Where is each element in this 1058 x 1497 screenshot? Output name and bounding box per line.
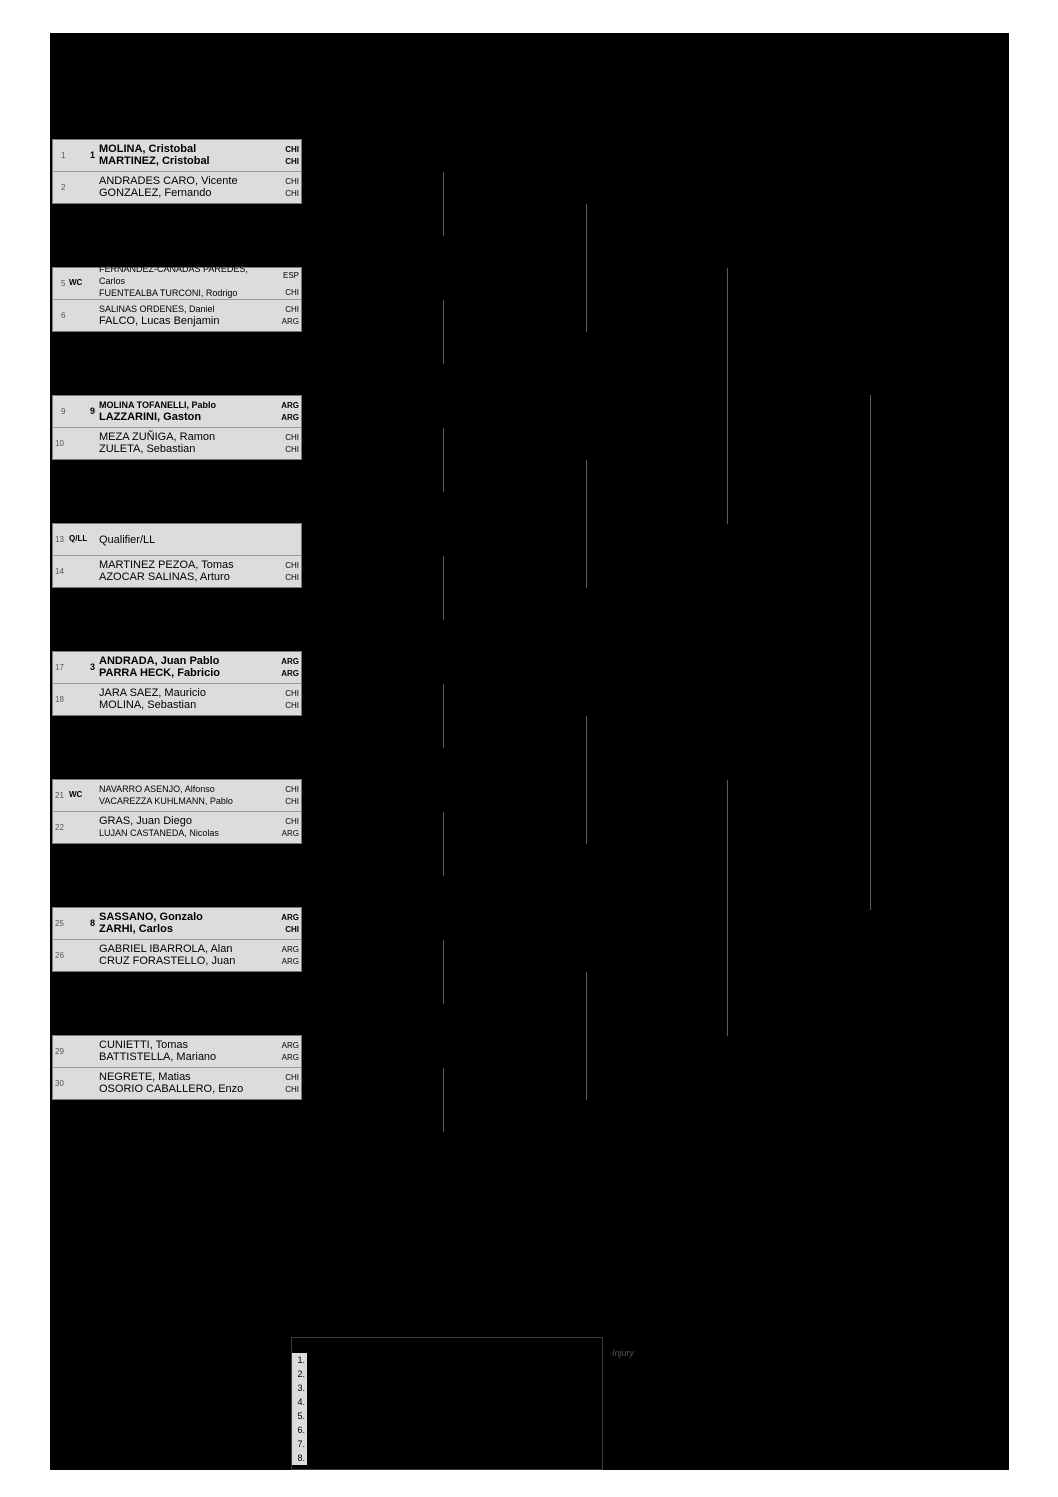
seed-number: 1 [90, 150, 96, 160]
nationality-code: ARG [281, 1041, 299, 1050]
player-name: LUJAN CASTANEDA, Nicolas [99, 828, 219, 838]
player-name: ZARHI, Carlos [99, 923, 173, 935]
seed-legend-box [291, 1337, 603, 1470]
player-name: SALINAS ORDENES, Daniel [99, 304, 215, 314]
draw-entry [53, 300, 301, 332]
nationality-code: ARG [281, 657, 299, 666]
draw-section [52, 651, 302, 716]
seed-legend-number: 2. [297, 1369, 305, 1379]
player-name: MEZA ZUÑIGA, Ramon [99, 431, 216, 443]
player-name: LAZZARINI, Gaston [99, 411, 202, 423]
entry-tag: Q/LL [69, 534, 88, 543]
draw-position: 13 [55, 535, 64, 544]
draw-position: 22 [55, 823, 64, 832]
seed-legend-number: 8. [297, 1453, 305, 1463]
nationality-code: ARG [281, 945, 299, 954]
entry-tag: WC [69, 278, 83, 287]
player-name: Qualifier/LL [99, 534, 156, 546]
draw-position: 6 [61, 311, 66, 320]
draw-entry [53, 652, 301, 684]
draw-entry [53, 812, 301, 844]
round-2-bracket-line [443, 300, 444, 364]
player-name: FALCO, Lucas Benjamin [99, 315, 220, 327]
player-name: CRUZ FORASTELLO, Juan [99, 955, 236, 967]
nationality-code: CHI [285, 305, 299, 314]
nationality-code: ARG [281, 669, 299, 678]
seed-legend-number: 7. [297, 1439, 305, 1449]
player-name: ANDRADES CARO, Vicente [99, 175, 238, 187]
round-2-bracket-line [443, 812, 444, 876]
player-name: MOLINA, Cristobal [99, 143, 197, 155]
draw-position: 10 [55, 439, 64, 448]
seed-legend-number: 4. [297, 1397, 305, 1407]
nationality-code: ARG [281, 957, 299, 966]
player-name: BATTISTELLA, Mariano [99, 1051, 217, 1063]
draw-entry [53, 264, 301, 300]
draw-entry [53, 1036, 301, 1068]
draw-entry [53, 524, 301, 556]
nationality-code: ARG [281, 317, 299, 326]
nationality-code: CHI [285, 177, 299, 186]
player-name: AZOCAR SALINAS, Arturo [99, 571, 230, 583]
draw-entry [53, 940, 301, 972]
draw-position: 2 [61, 183, 66, 192]
player-name: JARA SAEZ, Mauricio [99, 687, 206, 699]
nationality-code: CHI [285, 157, 299, 166]
draw-section [52, 264, 302, 332]
nationality-code: CHI [285, 145, 299, 154]
nationality-code: CHI [285, 785, 299, 794]
round-2-bracket-line [443, 428, 444, 492]
draw-position: 26 [55, 951, 64, 960]
draw-entry [53, 172, 301, 204]
quarterfinal-bracket-line [586, 716, 587, 844]
round-2-bracket-line [443, 684, 444, 748]
player-name: MOLINA, Sebastian [99, 699, 197, 711]
draw-section [52, 779, 302, 844]
draw-position: 14 [55, 567, 64, 576]
draw-entry [53, 396, 301, 428]
nationality-code: CHI [285, 925, 299, 934]
nationality-code: CHI [285, 573, 299, 582]
player-name: VACAREZZA KUHLMANN, Pablo [99, 796, 233, 806]
nationality-code: ARG [281, 413, 299, 422]
draw-entry [53, 428, 301, 460]
player-name: GRAS, Juan Diego [99, 815, 192, 827]
nationality-code: CHI [285, 797, 299, 806]
seed-legend-number: 1. [297, 1355, 305, 1365]
nationality-code: CHI [285, 1085, 299, 1094]
player-name: ANDRADA, Juan Pablo [99, 655, 220, 667]
player-name: CUNIETTI, Tomas [99, 1039, 189, 1051]
draw-section [52, 395, 302, 460]
player-name: MOLINA TOFANELLI, Pablo [99, 400, 216, 410]
draw-sheet [50, 33, 1009, 1470]
nationality-code: CHI [285, 1073, 299, 1082]
draw-position: 9 [61, 407, 66, 416]
player-name: NEGRETE, Matias [99, 1071, 191, 1083]
draw-entry [53, 780, 301, 812]
seed-legend-number: 6. [297, 1425, 305, 1435]
seed-number-column [292, 1353, 307, 1465]
draw-position: 17 [55, 663, 64, 672]
player-name: GABRIEL IBARROLA, Alan [99, 943, 233, 955]
nationality-code: ARG [281, 1053, 299, 1062]
draw-entry [53, 908, 301, 940]
nationality-code: CHI [285, 561, 299, 570]
player-name: SASSANO, Gonzalo [99, 911, 203, 923]
player-name: FERNANDEZ-CANADAS PAREDES, Carlos [99, 264, 248, 286]
nationality-code: CHI [285, 445, 299, 454]
player-name: ZULETA, Sebastian [99, 443, 196, 455]
semifinal-bracket-line [727, 268, 728, 524]
nationality-code: CHI [285, 689, 299, 698]
draw-position: 1 [61, 151, 66, 160]
draw-position: 30 [55, 1079, 64, 1088]
nationality-code: ESP [282, 271, 299, 280]
draw-position: 29 [55, 1047, 64, 1056]
draw-entry [53, 556, 301, 588]
round-2-bracket-line [443, 556, 444, 620]
nationality-code: ARG [281, 401, 299, 410]
player-name: NAVARRO ASENJO, Alfonso [99, 784, 215, 794]
round-2-bracket-line [443, 1068, 444, 1132]
quarterfinal-bracket-line [586, 972, 587, 1100]
quarterfinal-bracket-line [586, 460, 587, 588]
player-name: MARTINEZ, Cristobal [99, 155, 210, 167]
player-name: PARRA HECK, Fabricio [99, 667, 221, 679]
final-bracket-line [870, 395, 871, 910]
draw-section [52, 907, 302, 972]
seed-number: 8 [90, 918, 96, 928]
draw-position: 18 [55, 695, 64, 704]
nationality-code: CHI [285, 701, 299, 710]
entry-tag: WC [69, 790, 83, 799]
draw-position: 21 [55, 791, 64, 800]
injury-label: Injury [612, 1348, 635, 1358]
quarterfinal-bracket-line [586, 204, 587, 332]
draw-section [52, 523, 302, 588]
nationality-code: ARG [281, 913, 299, 922]
draw-entry [53, 1068, 301, 1100]
draw-position: 25 [55, 919, 64, 928]
nationality-code: ARG [281, 829, 299, 838]
nationality-code: CHI [285, 817, 299, 826]
round-2-bracket-line [443, 940, 444, 1004]
draw-section [52, 139, 302, 204]
semifinal-bracket-line [727, 780, 728, 1036]
nationality-code: CHI [285, 288, 299, 297]
seed-number: 3 [90, 662, 96, 672]
draw-section [52, 1035, 302, 1100]
draw-position: 5 [61, 279, 66, 288]
player-name: MARTINEZ PEZOA, Tomas [99, 559, 234, 571]
seed-legend-number: 3. [297, 1383, 305, 1393]
draw-entry [53, 684, 301, 716]
player-name: GONZALEZ, Fernando [99, 187, 212, 199]
seed-number: 9 [90, 406, 96, 416]
player-name: FUENTEALBA TURCONI, Rodrigo [99, 288, 238, 298]
round-2-bracket-line [443, 172, 444, 236]
nationality-code: CHI [285, 189, 299, 198]
seed-legend-number: 5. [297, 1411, 305, 1421]
nationality-code: CHI [285, 433, 299, 442]
player-name: OSORIO CABALLERO, Enzo [99, 1083, 244, 1095]
draw-entry [53, 140, 301, 172]
